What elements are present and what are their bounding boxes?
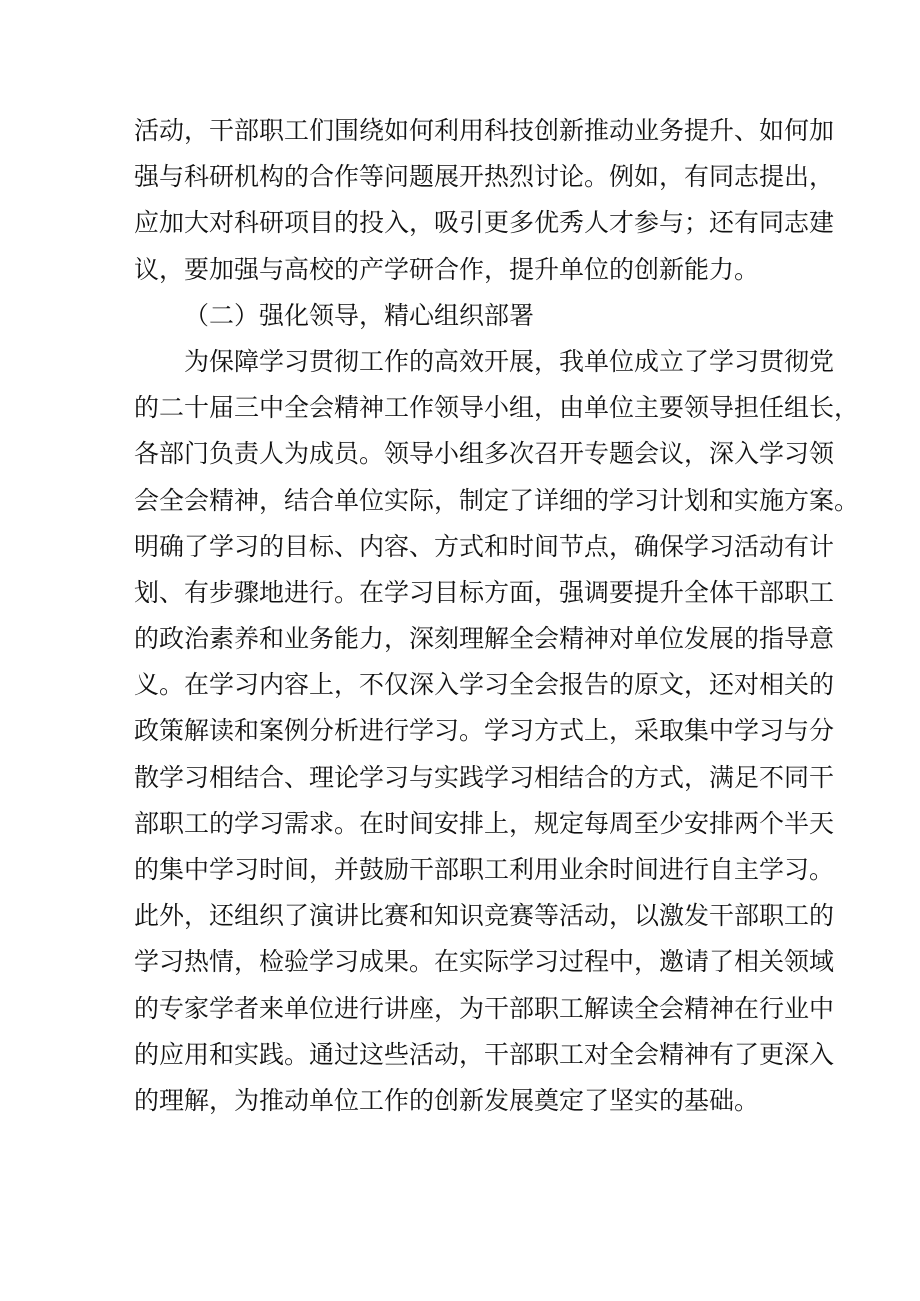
section-heading: （二）强化领导，精心组织部署 <box>184 300 535 330</box>
paragraph-line: 应加大对科研项目的投入，吸引更多优秀人才参与；还有同志建 <box>134 208 835 238</box>
paragraph-line: 强与科研机构的合作等问题展开热烈讨论。例如，有同志提出， <box>134 162 835 192</box>
paragraph-line: 的专家学者来单位进行讲座，为干部职工解读全会精神在行业中 <box>134 993 835 1023</box>
paragraph-line: 学习热情，检验学习成果。在实际学习过程中，邀请了相关领域 <box>134 947 835 977</box>
paragraph-line: 议，要加强与高校的产学研合作，提升单位的创新能力。 <box>134 254 760 284</box>
paragraph-line: 的二十届三中全会精神工作领导小组，由单位主要领导担任组长， <box>134 393 860 423</box>
paragraph-line: 的集中学习时间，并鼓励干部职工利用业余时间进行自主学习。 <box>134 855 835 884</box>
paragraph-line: 政策解读和案例分析进行学习。学习方式上，采取集中学习与分 <box>134 716 835 746</box>
paragraph-line: 的应用和实践。通过这些活动，干部职工对全会精神有了更深入 <box>134 1039 835 1069</box>
document-body <box>134 108 860 1124</box>
paragraph-line: 活动，干部职工们围绕如何利用科技创新推动业务提升、如何加 <box>134 116 835 145</box>
paragraph-line: 为保障学习贯彻工作的高效开展，我单位成立了学习贯彻党 <box>184 346 835 376</box>
paragraph-line: 各部门负责人为成员。领导小组多次召开专题会议，深入学习领 <box>134 439 835 469</box>
paragraph-line: 划、有步骤地进行。在学习目标方面，强调要提升全体干部职工 <box>134 577 835 607</box>
paragraph-line: 的政治素养和业务能力，深刻理解全会精神对单位发展的指导意 <box>134 624 835 654</box>
paragraph-line: 的理解，为推动单位工作的创新发展奠定了坚实的基础。 <box>134 1085 760 1115</box>
paragraph-line: 此外，还组织了演讲比赛和知识竞赛等活动，以激发干部职工的 <box>134 901 835 931</box>
paragraph-line: 散学习相结合、理论学习与实践学习相结合的方式，满足不同干 <box>134 762 835 792</box>
paragraph-line: 部职工的学习需求。在时间安排上，规定每周至少安排两个半天 <box>134 808 835 838</box>
paragraph-line: 会全会精神，结合单位实际，制定了详细的学习计划和实施方案。 <box>134 485 860 515</box>
paragraph-2 <box>134 339 860 1124</box>
paragraph-line: 明确了学习的目标、内容、方式和时间节点，确保学习活动有计 <box>134 531 835 561</box>
paragraph-1 <box>134 108 835 293</box>
paragraph-line: 义。在学习内容上，不仅深入学习全会报告的原文，还对相关的 <box>134 670 835 700</box>
